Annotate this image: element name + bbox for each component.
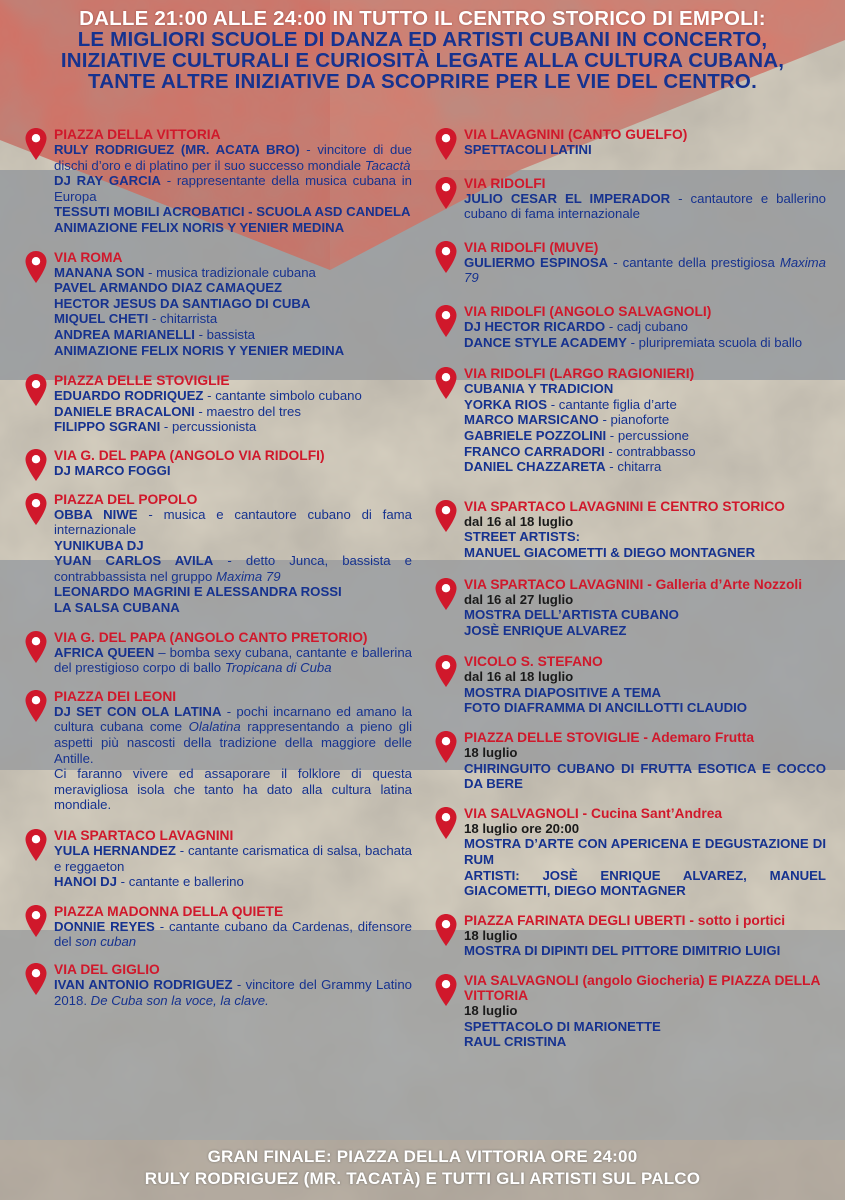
performer-description-continued: rappresentando a pieno gli aspetti più nascosti della tradizione della maggiore delle Antille.	[54, 719, 412, 766]
performer-name: DJ RAY GARCIA	[54, 173, 161, 189]
performer-description: - musica e cantautore cubano di fama internazionale	[54, 506, 412, 538]
performer-line	[54, 843, 412, 874]
program-entry	[24, 448, 412, 479]
finale-line-2: RULY RODRIGUEZ (MR. TACATÀ) E TUTTI GLI ARTISTI SUL PALCO	[144, 1169, 701, 1188]
header-line-4: TANTE ALTRE INIZIATIVE DA SCOPRIRE PER LE VIE DEL CENTRO.	[88, 70, 757, 93]
performer-line	[54, 766, 412, 813]
performer-description: - cantautore e ballerino cubano di fama internazionale	[464, 190, 826, 222]
program-entry	[24, 904, 412, 950]
performer-line	[54, 265, 412, 281]
location-name: PIAZZA FARINATA DEGLI UBERTI - sotto i portici	[464, 912, 786, 928]
performer-name: FRANCO CARRADORI	[464, 443, 605, 459]
performer-description: - cantante figlia d’arte	[547, 396, 677, 412]
location-name: VIA SPARTACO LAVAGNINI - Galleria d’Arte Nozzoli	[464, 576, 803, 592]
performer-name: MOSTRA DIAPOSITIVE A TEMA	[464, 684, 662, 700]
performer-line	[54, 343, 412, 359]
performer-line	[54, 704, 412, 766]
event-date: 18 luglio ore 20:00	[464, 820, 580, 836]
performer-name: SPETTACOLO DI MARIONETTE	[464, 1018, 661, 1034]
performer-description: - chitarra	[605, 459, 662, 475]
right-program-column	[434, 127, 826, 1050]
performer-line	[54, 874, 412, 890]
program-entry	[24, 373, 412, 435]
performer-description: - cadj cubano	[605, 318, 689, 334]
map-pin-icon	[24, 448, 48, 482]
program-entry	[24, 828, 412, 890]
performer-description: – bomba sexy cubana, cantante e ballerina del prestigioso corpo di ballo	[54, 644, 412, 676]
performer-description: - musica tradizionale cubana	[144, 264, 316, 280]
performer-line	[54, 280, 412, 296]
performer-description: - cantante simbolo cubano	[203, 388, 362, 404]
performer-line	[54, 977, 412, 1008]
program-entry	[434, 127, 826, 158]
program-entry	[434, 176, 826, 222]
performer-line	[54, 553, 412, 584]
performer-name: JOSÈ ENRIQUE ALVAREZ	[464, 622, 627, 638]
program-entry	[24, 630, 412, 676]
performer-line	[464, 685, 826, 701]
performer-name: DANCE STYLE ACADEMY	[464, 334, 627, 350]
italic-title: Maxima 79	[216, 568, 281, 584]
performer-name: SPETTACOLI LATINI	[464, 142, 592, 157]
performer-line	[54, 600, 412, 616]
performer-line	[464, 943, 826, 959]
program-entry	[24, 962, 412, 1008]
performer-description: - vincitore del Grammy Latino 2018.	[54, 976, 412, 1008]
program-entry	[24, 127, 412, 236]
performer-name: RAUL CRISTINA	[464, 1034, 567, 1050]
location-name: VIA SPARTACO LAVAGNINI E CENTRO STORICO	[464, 498, 785, 514]
performer-name: TESSUTI MOBILI ACROBATICI - SCUOLA ASD CANDELA	[54, 204, 411, 220]
performer-name: YORKA RIOS	[464, 396, 548, 412]
performer-description: - rappresentante della musica cubana in Europa	[54, 173, 412, 204]
left-program-column	[24, 127, 412, 1008]
performer-line	[54, 507, 412, 538]
italic-title: Tacactà	[364, 157, 411, 173]
program-entry	[24, 492, 412, 616]
performer-name: LEONARDO MAGRINI E ALESSANDRA ROSSI	[54, 584, 342, 600]
program-entry	[434, 499, 826, 561]
location-name: PIAZZA DELLE STOVIGLIE	[54, 373, 230, 389]
program-entry	[434, 654, 826, 716]
italic-title: son cuban	[75, 934, 137, 950]
performer-line	[464, 381, 826, 397]
performer-name: HANOI DJ	[54, 874, 118, 890]
performer-description: - chitarrista	[148, 311, 218, 327]
location-name: VIA RIDOLFI (MUVE)	[464, 239, 599, 255]
performer-line	[54, 173, 412, 204]
map-pin-icon	[434, 730, 458, 764]
performer-line	[464, 529, 826, 545]
performer-description: - percussionista	[160, 419, 257, 435]
performer-name: LA SALSA CUBANA	[54, 600, 180, 616]
performer-line	[54, 419, 412, 435]
performer-description: - maestro del tres	[194, 403, 301, 419]
map-pin-icon	[434, 240, 458, 274]
performer-line	[464, 412, 826, 428]
map-pin-icon	[24, 127, 48, 161]
performer-name: MANANA SON	[54, 264, 145, 280]
performer-description: - cantante carismatica di salsa, bachata e reggaeton	[54, 843, 412, 874]
performer-line	[464, 1019, 826, 1035]
performer-line	[54, 404, 412, 420]
location-name: VIA SALVAGNOLI - Cucina Sant’Andrea	[464, 805, 723, 821]
location-name: VIA RIDOLFI	[464, 175, 546, 191]
performer-line	[464, 1034, 826, 1050]
location-name: VIA SALVAGNOLI (angolo Giocheria) E PIAZZA DELLA VITTORIA	[464, 973, 820, 1003]
location-name: PIAZZA DELLE STOVIGLIE - Ademaro Frutta	[464, 730, 755, 746]
map-pin-icon	[24, 828, 48, 862]
location-name: VIA SPARTACO LAVAGNINI	[54, 828, 234, 843]
map-pin-icon	[434, 499, 458, 533]
performer-line	[464, 444, 826, 460]
performer-name: YUAN CARLOS AVILA	[54, 553, 214, 569]
gran-finale-banner	[0, 1140, 845, 1200]
italic-title: Maxima 79	[464, 254, 826, 286]
performer-description: - pluripremiata scuola di ballo	[626, 334, 803, 350]
map-pin-icon	[434, 366, 458, 400]
program-entry	[24, 250, 412, 359]
performer-line	[54, 327, 412, 343]
performer-line	[464, 397, 826, 413]
program-entry	[434, 577, 826, 639]
performer-line	[54, 204, 412, 220]
performer-line	[54, 463, 412, 479]
event-date: dal 16 al 18 luglio	[464, 513, 574, 529]
performer-line	[54, 919, 412, 950]
performer-line	[464, 191, 826, 222]
performer-name: DJ SET CON OLA LATINA	[54, 703, 222, 719]
performer-name: HECTOR JESUS DA SANTIAGO DI CUBA	[54, 295, 311, 311]
location-name: VIA G. DEL PAPA (ANGOLO VIA RIDOLFI)	[54, 447, 325, 463]
finale-line-1: GRAN FINALE: PIAZZA DELLA VITTORIA ORE 24:00	[207, 1147, 638, 1166]
program-entry	[24, 689, 412, 813]
performer-name: GABRIELE POZZOLINI	[464, 427, 607, 443]
performer-line	[54, 645, 412, 676]
performer-line	[464, 836, 826, 867]
performer-name: MIQUEL CHETI	[54, 311, 149, 327]
performer-line	[464, 142, 826, 158]
performer-line	[54, 220, 412, 236]
performer-line	[54, 142, 412, 173]
location-name: PIAZZA DELLA VITTORIA	[54, 127, 221, 142]
performer-name: JULIO CESAR EL IMPERADOR	[464, 190, 671, 206]
program-entry	[434, 973, 826, 1050]
header-line-2: LE MIGLIORI SCUOLE DI DANZA ED ARTISTI CUBANI IN CONCERTO,	[77, 28, 768, 51]
map-pin-icon	[434, 973, 458, 1007]
program-entry	[434, 730, 826, 792]
performer-name: ANIMAZIONE FELIX NORIS Y YENIER MEDINA	[54, 342, 345, 358]
performer-line	[464, 868, 826, 899]
map-pin-icon	[24, 689, 48, 723]
program-entry	[434, 240, 826, 286]
performer-name: PAVEL ARMANDO DIAZ CAMAQUEZ	[54, 280, 283, 296]
performer-name: MOSTRA DI DIPINTI DEL PITTORE DIMITRIO LUIGI	[464, 943, 781, 959]
performer-description: - cantante e ballerino	[117, 874, 244, 890]
performer-name: CUBANIA Y TRADICION	[464, 381, 614, 397]
performer-description: - vincitore di due dischi d’oro e di platino per il suo successo mondiale	[54, 142, 412, 173]
performer-line	[464, 700, 826, 716]
performer-name: MOSTRA DELL’ARTISTA CUBANO	[464, 607, 679, 623]
location-name: VIA RIDOLFI (ANGOLO SALVAGNOLI)	[464, 303, 712, 319]
location-name: PIAZZA DEI LEONI	[54, 688, 177, 704]
event-date: dal 16 al 27 luglio	[464, 591, 574, 607]
performer-name: ANIMAZIONE FELIX NORIS Y YENIER MEDINA	[54, 219, 345, 235]
performer-description: - cantante della prestigiosa	[608, 254, 780, 270]
performer-line	[464, 335, 826, 351]
performer-line	[54, 388, 412, 404]
performer-name: FILIPPO SGRANI	[54, 419, 161, 435]
event-date: 18 luglio	[464, 1003, 518, 1018]
italic-title: Tropicana di Cuba	[224, 660, 332, 676]
map-pin-icon	[434, 127, 458, 161]
performer-name: RULY RODRIGUEZ (MR. ACATA BRO)	[54, 142, 300, 157]
location-name: PIAZZA DEL POPOLO	[54, 491, 198, 507]
performer-name: GULIERMO ESPINOSA	[464, 254, 609, 270]
program-entry	[434, 304, 826, 350]
performer-description: - percussione	[606, 427, 689, 443]
performer-line	[54, 296, 412, 312]
performer-line	[54, 538, 412, 554]
event-header	[0, 8, 845, 92]
performer-name: MOSTRA D’ARTE CON APERICENA E DEGUSTAZIONE DI RUM	[464, 836, 826, 868]
performer-line	[464, 607, 826, 623]
performer-name: EDUARDO RODRIQUEZ	[54, 388, 204, 404]
map-pin-icon	[24, 373, 48, 407]
performer-line	[54, 584, 412, 600]
performer-line	[464, 623, 826, 639]
performer-name: DJ HECTOR RICARDO	[464, 318, 606, 334]
event-date: dal 16 al 18 luglio	[464, 669, 574, 685]
performer-name: MARCO MARSICANO	[464, 412, 599, 428]
map-pin-icon	[24, 904, 48, 938]
performer-line	[464, 545, 826, 561]
performer-name: AFRICA QUEEN	[54, 644, 155, 660]
map-pin-icon	[24, 962, 48, 996]
performer-name: YUNIKUBA DJ	[54, 537, 144, 553]
performer-name: IVAN ANTONIO RODRIGUEZ	[54, 976, 233, 992]
performer-name: CHIRINGUITO CUBANO DI FRUTTA ESOTICA E COCCO DA BERE	[464, 760, 826, 792]
map-pin-icon	[434, 806, 458, 840]
location-name: VIA G. DEL PAPA (ANGOLO CANTO PRETORIO)	[54, 629, 368, 645]
location-name: VIA DEL GIGLIO	[54, 961, 160, 977]
map-pin-icon	[434, 913, 458, 947]
performer-name: OBBA NIWE	[54, 506, 138, 522]
performer-name: FOTO DIAFRAMMA DI ANCILLOTTI CLAUDIO	[464, 700, 748, 716]
performer-name: MANUEL GIACOMETTI & DIEGO MONTAGNER	[464, 544, 756, 560]
performer-line	[54, 311, 412, 327]
performer-line	[464, 319, 826, 335]
program-entry	[434, 913, 826, 959]
performer-name: DONNIE REYES	[54, 918, 155, 934]
performer-name: DANIELE BRACALONI	[54, 403, 195, 419]
italic-title: De Cuba son la voce, la clave.	[90, 992, 269, 1008]
performer-name: DANIEL CHAZZARETA	[464, 459, 606, 475]
program-entry	[434, 806, 826, 899]
header-line-1: DALLE 21:00 ALLE 24:00 IN TUTTO IL CENTRO STORICO DI EMPOLI:	[79, 7, 766, 30]
performer-name: ANDREA MARIANELLI	[54, 326, 195, 342]
location-name: VIA ROMA	[54, 249, 123, 265]
performer-description: - pochi incarnano ed amano la cultura cubana come	[54, 703, 413, 735]
event-date: 18 luglio	[464, 745, 518, 761]
performer-description: - contrabbasso	[604, 443, 696, 459]
map-pin-icon	[24, 250, 48, 284]
performer-line	[464, 761, 826, 792]
map-pin-icon	[24, 630, 48, 664]
performer-description: - bassista	[194, 326, 256, 342]
map-pin-icon	[434, 654, 458, 688]
map-pin-icon	[434, 577, 458, 611]
performer-line	[464, 255, 826, 286]
location-name: PIAZZA MADONNA DELLA QUIETE	[54, 903, 284, 919]
performer-description: - pianoforte	[598, 412, 670, 428]
location-name: VICOLO S. STEFANO	[464, 654, 603, 670]
location-name: VIA RIDOLFI (LARGO RAGIONIERI)	[464, 366, 695, 382]
map-pin-icon	[434, 176, 458, 210]
italic-title: Olalatina	[188, 719, 241, 735]
performer-name: STREET ARTISTS:	[464, 529, 581, 545]
performer-description: - detto Junca, bassista e contrabbassista nel gruppo	[54, 553, 413, 584]
performer-description: - cantante cubano da Cardenas, difensore del	[54, 918, 412, 950]
performer-line	[464, 459, 826, 475]
location-name: VIA LAVAGNINI (CANTO GUELFO)	[464, 127, 688, 142]
performer-line	[464, 428, 826, 444]
map-pin-icon	[24, 492, 48, 526]
performer-name: DJ MARCO FOGGI	[54, 462, 171, 478]
map-pin-icon	[434, 304, 458, 338]
program-entry	[434, 366, 826, 475]
header-line-3: INIZIATIVE CULTURALI E CURIOSITÀ LEGATE ALLA CULTURA CUBANA,	[60, 49, 785, 72]
performer-description: Ci faranno vivere ed assaporare il folklore di questa meravigliosa isola che tanto ha dato alla cultura latina mondiale.	[54, 766, 412, 813]
performer-name: ARTISTI: JOSÈ ENRIQUE ALVAREZ, MANUEL GIACOMETTI, DIEGO MONTAGNER	[464, 867, 826, 899]
event-date: 18 luglio	[464, 927, 518, 943]
performer-name: YULA HERNANDEZ	[54, 843, 176, 858]
